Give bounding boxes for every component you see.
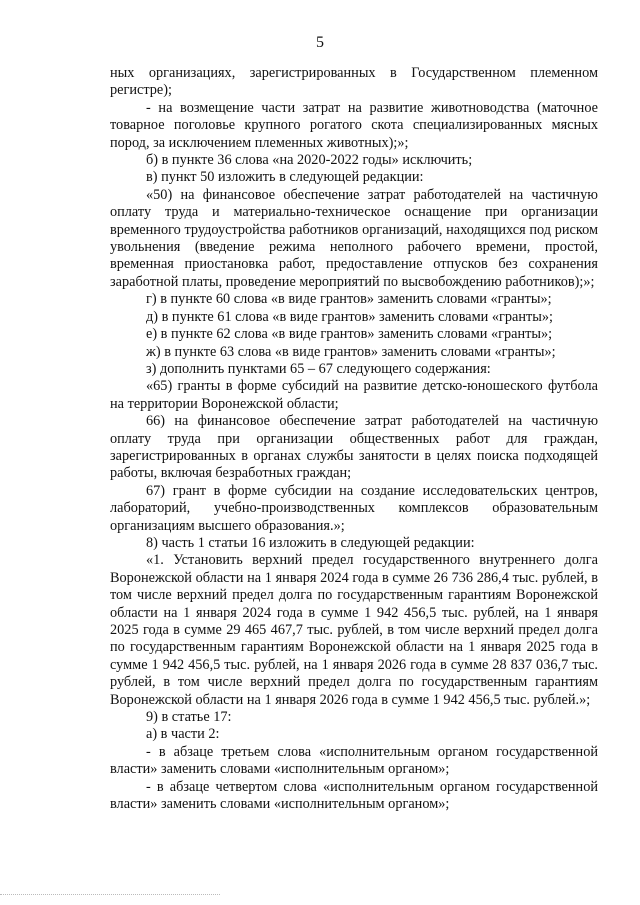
paragraph-2: - на возмещение части затрат на развитие животноводства (маточное товарное поголовье крупного рогатого скота специализированных мясных пород, за исключением племенных животных);»; — [110, 99, 598, 151]
scan-edge-mark — [0, 894, 220, 896]
paragraph-4: в) пункт 50 изложить в следующей редакции: — [146, 169, 424, 186]
paragraph-19: - в абзаце четвертом слова «исполнительным органом государственной власти» заменить словами «исполнительным органом»; — [110, 778, 598, 813]
paragraph-1: ных организациях, зарегистрированных в Государственном племенном регистре); — [110, 65, 598, 99]
paragraph-17: а) в части 2: — [146, 726, 220, 743]
paragraph-16: 9) в статье 17: — [146, 709, 232, 726]
document-body — [110, 65, 598, 813]
paragraph-12: 66) на финансовое обеспечение затрат работодателей на частичную оплату труда при организации общественных работ для граждан, зарегистрированных в органах службы занятости в целях поиска подходящей работы, включая безработных граждан; — [110, 413, 598, 482]
paragraph-7: д) в пункте 61 слова «в виде грантов» заменить словами «гранты»; — [146, 308, 554, 325]
paragraph-10: з) дополнить пунктами 65 – 67 следующего содержания: — [146, 360, 491, 377]
paragraph-14: 8) часть 1 статьи 16 изложить в следующей редакции: — [146, 534, 475, 551]
paragraph-8: е) в пункте 62 слова «в виде грантов» заменить словами «гранты»; — [146, 326, 553, 343]
page-number: 5 — [316, 34, 324, 51]
paragraph-15: «1. Установить верхний предел государственного внутреннего долга Воронежской области на 1 января 2024 года в сумме 26 736 286,4 тыс. рублей, в том числе верхний предел долга по государственным гарантиям Воронежской области на 1 января 2024 года в сумме 1 942 456,5 тыс. рублей, на 1 января 2025 года в сумме 29 465 467,7 тыс. рублей, в том числе верхний предел долга по государственным гарантиям Воронежской области на 1 января 2025 года в сумме 1 942 456,5 тыс. рублей, на 1 января 2026 года в сумме 28 837 036,7 тыс. рублей, в том числе верхний предел долга по государственным гарантиям Воронежской области на 1 января 2026 года в сумме 1 942 456,5 тыс. рублей.»; — [110, 552, 598, 708]
paragraph-13: 67) грант в форме субсидии на создание исследовательских центров, лабораторий, учебно-производственных комплексов образовательным организациям высшего образования.»; — [110, 482, 598, 534]
paragraph-11: «65) гранты в форме субсидий на развитие детско-юношеского футбола на территории Воронежской области; — [110, 378, 598, 412]
paragraph-3: б) в пункте 36 слова «на 2020-2022 годы» исключить; — [146, 152, 473, 169]
paragraph-9: ж) в пункте 63 слова «в виде грантов» заменить словами «гранты»; — [146, 343, 556, 360]
paragraph-18: - в абзаце третьем слова «исполнительным органом государственной власти» заменить словами «исполнительным органом»; — [110, 743, 598, 778]
paragraph-6: г) в пункте 60 слова «в виде грантов» заменить словами «гранты»; — [146, 291, 552, 308]
paragraph-5: «50) на финансовое обеспечение затрат работодателей на частичную оплату труда и материально-техническое оснащение при организации временного трудоустройства работников организаций, находящихся под риском увольнения (введение режима неполного рабочего времени, простой, временная приостановка работ, предоставление отпусков без сохранения заработной платы, проведение мероприятий по высвобождению работников);»; — [110, 186, 598, 290]
